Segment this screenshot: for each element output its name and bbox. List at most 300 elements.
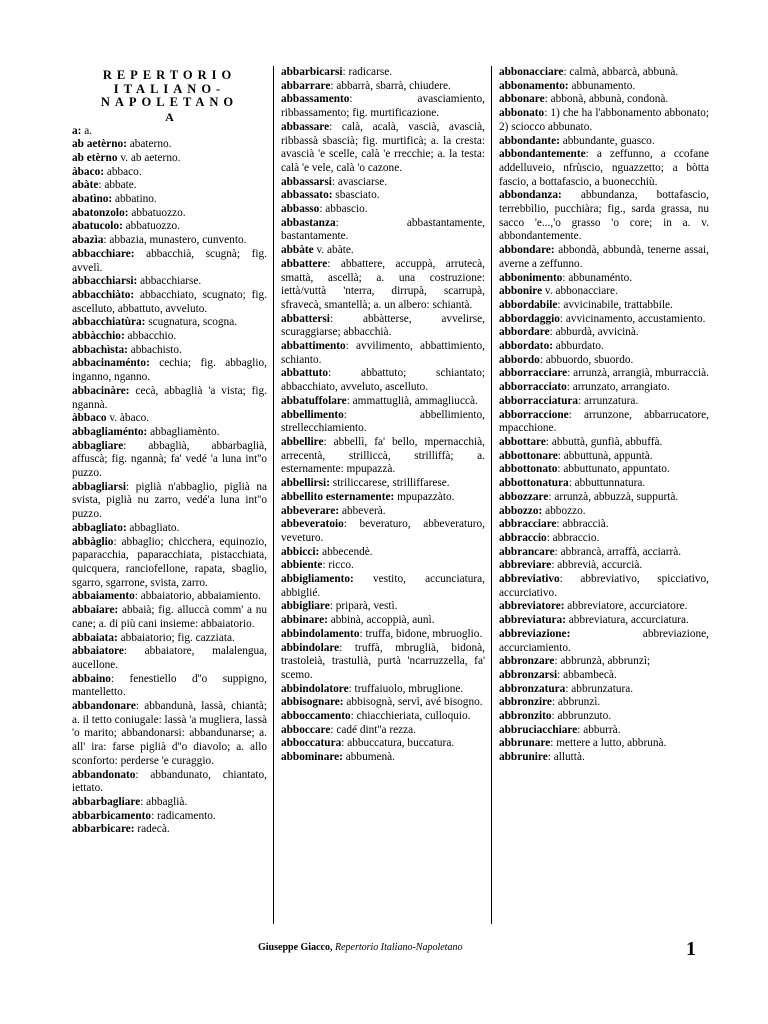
entry-headword: ab aetèrno: — [72, 138, 127, 151]
entry-definition: : abbuttà, gunfià, abbuffà. — [545, 435, 663, 448]
dictionary-entry — [281, 683, 485, 697]
entry-headword: abbacinaménto: — [72, 357, 150, 370]
entry-definition: : abburrà. — [577, 723, 621, 736]
dictionary-entry — [72, 275, 267, 289]
entry-definition: : ricco. — [322, 559, 354, 572]
entry-headword: abbigliamento: — [281, 573, 354, 586]
entry-definition: : avvicinamento, accustamiento. — [559, 312, 706, 325]
dictionary-entry — [72, 316, 267, 330]
entry-headword: abbacchiàto: — [72, 288, 135, 301]
entry-headword: abbottonare — [499, 449, 558, 462]
entry-headword: abbaiatore — [72, 645, 124, 658]
entry-definition: abbozzo. — [542, 504, 586, 517]
dictionary-entry — [281, 367, 485, 394]
dictionary-entry — [281, 189, 485, 203]
entry-headword: abbattersi — [281, 312, 330, 325]
title-line-2: ITALIANO- — [113, 81, 226, 96]
dictionary-entry — [72, 166, 267, 180]
entry-headword: abbonire — [499, 285, 543, 298]
entry-headword: abborracciare — [499, 367, 568, 380]
entry-definition: : truffaiuolo, mbruglione. — [348, 682, 464, 695]
dictionary-entry — [72, 590, 267, 604]
entry-definition: : abbaiatorio, abbaiamiento. — [134, 590, 261, 603]
entry-definition: : radicarse. — [342, 66, 393, 78]
dictionary-entry — [499, 80, 709, 94]
entry-headword: abbindolamento — [281, 627, 360, 640]
entry-headword: abbagliato: — [72, 521, 127, 534]
entry-headword: abbarbicarsi — [281, 66, 343, 78]
entry-headword: àbaco: — [72, 165, 105, 178]
dictionary-entry — [72, 481, 267, 522]
entry-definition: : a zeffunno, a ccofane addelluveio, nfrùscio, nguazzetto; a bòtta fascio, a bottafascio, a buonecchiù. — [499, 148, 709, 188]
dictionary-entry — [281, 600, 485, 614]
dictionary-entry — [499, 559, 709, 573]
footer-work: Repertorio Italiano-Napoletano — [334, 942, 463, 953]
dictionary-entry — [499, 107, 709, 134]
entry-headword: abboccamento — [281, 710, 351, 723]
dictionary-entry — [499, 669, 709, 683]
dictionary-entry — [72, 796, 267, 810]
dictionary-entry — [72, 823, 267, 837]
dictionary-entry — [499, 148, 709, 189]
entry-definition: : piglià n'abbaglio, piglià na svista, piglià nu zarro, vedé'a luna int''o puzzo. — [72, 480, 267, 521]
dictionary-entry — [499, 546, 709, 560]
entry-definition: abbatuozzo. — [128, 206, 186, 219]
dictionary-entry — [499, 573, 709, 600]
entry-headword: abbottonato — [499, 463, 558, 476]
entry-definition: abbreviazione, accurciamiento. — [499, 627, 709, 654]
dictionary-entry — [72, 604, 267, 631]
dictionary-entry — [281, 203, 485, 217]
entry-headword: abbarbagliare — [72, 795, 141, 808]
entry-headword: abbassato: — [281, 189, 333, 202]
entry-headword: abbonacciare — [499, 66, 564, 78]
dictionary-entry — [72, 673, 267, 700]
dictionary-entry — [72, 357, 267, 384]
dictionary-entry — [499, 93, 709, 107]
entries-list — [281, 66, 485, 765]
dictionary-entry — [72, 536, 267, 591]
entry-headword: abbominare: — [281, 751, 343, 764]
dictionary-entry — [72, 220, 267, 234]
entry-definition: : abbattuto; schiantato; abbacchiato, avveluto, ascelluto. — [281, 367, 485, 394]
entry-headword: abboccatura — [281, 737, 342, 750]
entry-headword: abbordaggio — [499, 312, 560, 325]
entry-definition: abbacchià, scugnà; fig. avvelì. — [72, 247, 267, 274]
entry-headword: abbicci: — [281, 545, 320, 558]
entry-definition: abbundanza, bottafascio, terrebbìlio, pucchiàra; fig., sarda grassa, nu sacco 'e...,'o grasso 'o core; in a. v. abbondantemente. — [499, 189, 709, 243]
entry-definition: : abbraccio. — [546, 531, 600, 544]
column-3 — [499, 66, 709, 765]
dictionary-entry — [281, 573, 485, 600]
dictionary-entry — [72, 125, 267, 139]
dictionary-entry — [499, 436, 709, 450]
entry-headword: abbronzito — [499, 710, 552, 723]
entry-definition: abbacchio. — [124, 330, 177, 343]
dictionary-entry — [281, 518, 485, 545]
entry-definition: sbasciato. — [332, 189, 380, 202]
entry-definition: : abbaglià, abbarbaglià, affuscà; fig. ngannà; fa' vedé 'a luna int''o puzzo. — [72, 439, 267, 480]
entry-headword: àbbaco — [72, 412, 107, 425]
dictionary-entry — [281, 546, 485, 560]
entry-headword: abbattere — [281, 257, 328, 270]
entry-definition: : abbuttunnatura. — [568, 477, 646, 490]
entry-headword: abbindolare — [281, 641, 340, 654]
column-1 — [72, 66, 274, 924]
page-footer — [0, 938, 768, 968]
entry-definition: abbundante, guasco. — [559, 134, 655, 147]
dictionary-entry — [72, 522, 267, 536]
entry-headword: abbottonatura — [499, 477, 569, 490]
dictionary-entry — [281, 340, 485, 367]
entry-headword: abbracciare — [499, 518, 557, 531]
dictionary-entry — [499, 450, 709, 464]
entry-definition: : abbaiatore, malalengua, aucellone. — [72, 645, 267, 671]
dictionary-entry — [72, 385, 267, 412]
dictionary-entry — [72, 440, 267, 481]
entry-definition: : arrunzato, arrangiato. — [566, 381, 670, 394]
dictionary-entry — [499, 326, 709, 340]
dictionary-entry — [499, 244, 709, 271]
dictionary-entry — [281, 244, 485, 258]
entry-definition: abaterno. — [126, 138, 172, 151]
dictionary-entry — [72, 645, 267, 672]
entry-headword: abbacchiatùra: — [72, 316, 146, 329]
dictionary-entry — [499, 135, 709, 149]
dictionary-entry — [281, 737, 485, 751]
dictionary-entry — [281, 491, 485, 505]
entry-definition: : priparà, vestì. — [329, 600, 398, 613]
page-number: 1 — [686, 938, 696, 960]
dictionary-entry — [281, 313, 485, 340]
entry-definition: abbreviatura, accurciatura. — [565, 614, 689, 627]
entry-headword: abbrunare — [499, 737, 551, 750]
entry-definition: abbagliamènto. — [147, 425, 220, 438]
entry-definition: : 1) che ha l'abbonamento abbonato; 2) sciocco abbunato. — [499, 107, 709, 133]
entry-definition: abbachisto. — [127, 343, 182, 356]
entry-definition: : abbattere, accuppà, arrutecà, smattà, ascellà; a. una costruzione: iettà/vuttà 'nterra, dirrupà, scarrupà, sfravecà, smantellà; a. un albero: schiantà. — [281, 257, 485, 311]
entry-headword: abbreviatura: — [499, 614, 566, 627]
entry-headword: abborraccione — [499, 408, 569, 421]
entry-headword: abbattimento — [281, 340, 346, 353]
dictionary-entry — [499, 395, 709, 409]
entry-headword: abbruciacchiare — [499, 723, 578, 736]
entry-headword: abbandonato — [72, 768, 136, 781]
entry-definition: abbondà, abbundà, tenerne assai, averne a zeffunno. — [499, 244, 709, 270]
entry-headword: abbacchiare: — [72, 247, 135, 260]
entry-headword: abbondare: — [499, 244, 555, 257]
entry-headword: abbagliaménto: — [72, 425, 148, 438]
dictionary-entry — [281, 217, 485, 244]
dictionary-entry — [72, 138, 267, 152]
entry-headword: abbandonare — [72, 700, 136, 713]
dictionary-entry — [72, 234, 267, 248]
dictionary-entry — [499, 381, 709, 395]
entry-headword: abboccare — [281, 723, 331, 736]
entry-definition: : chiacchieriata, culloquio. — [350, 710, 471, 723]
entry-definition: striliccarese, strilliffarese. — [329, 477, 450, 490]
entry-definition: abburdato. — [552, 340, 604, 353]
section-letter: A — [165, 109, 174, 124]
dictionary-entry — [499, 683, 709, 697]
entry-headword: abàte — [72, 179, 99, 192]
entries-list — [499, 66, 709, 765]
dictionary-entry — [281, 614, 485, 628]
dictionary-entry — [499, 340, 709, 354]
dictionary-entry — [281, 121, 485, 176]
entry-headword: abbarrare — [281, 79, 331, 92]
title-line-3: NAPOLETANO — [100, 95, 239, 109]
entry-definition: : abbuordo, sbuordo. — [539, 353, 634, 366]
entry-headword: abbordato: — [499, 340, 553, 353]
entry-headword: abbronzire — [499, 696, 552, 709]
dictionary-entry — [499, 354, 709, 368]
entry-definition: v. ab aeterno. — [117, 151, 181, 164]
dictionary-entry — [499, 505, 709, 519]
dictionary-entry — [281, 751, 485, 765]
entry-headword: abbachìsta: — [72, 343, 128, 356]
entry-definition: scugnatura, scogna. — [145, 316, 238, 329]
entry-definition: : abbarrà, sbarrà, chiudere. — [330, 79, 451, 92]
dictionary-entry — [499, 409, 709, 436]
entry-definition: abbecendè. — [319, 545, 373, 558]
dictionary-entry — [281, 559, 485, 573]
dictionary-entry — [72, 632, 267, 646]
dictionary-entry — [281, 710, 485, 724]
entry-headword: abbrunire — [499, 751, 548, 764]
entry-headword: abbeverare: — [281, 504, 340, 517]
dictionary-entry — [499, 285, 709, 299]
entry-definition: mpupazzàto. — [394, 490, 455, 503]
entry-definition: : radicamento. — [151, 809, 216, 822]
entry-headword: abbàglio — [72, 535, 114, 548]
entry-definition: cecà, abbaglià 'a vista; fig. ngannà. — [72, 384, 267, 411]
entries-list — [72, 125, 267, 838]
entry-headword: abazìa — [72, 234, 104, 247]
entry-definition: radecà. — [134, 823, 170, 836]
dictionary-entry — [281, 176, 485, 190]
entry-definition: : beveraturo, abbeveraturo, veveturo. — [281, 518, 485, 544]
entry-definition: abbaiatorio; fig. cazziata. — [117, 631, 235, 644]
footer-author: Giuseppe Giacco, — [258, 942, 333, 953]
entry-headword: abbonato — [499, 107, 545, 120]
entry-headword: abbonare — [499, 93, 545, 106]
dictionary-entry — [499, 710, 709, 724]
entry-definition: : abbrunzuto. — [551, 710, 612, 723]
dictionary-entry — [72, 179, 267, 193]
entry-headword: abbarbicare: — [72, 823, 135, 836]
entry-definition: abbeverà. — [339, 504, 386, 517]
entry-headword: abbisognare: — [281, 696, 344, 709]
entry-definition: : abbate. — [98, 179, 137, 192]
dictionary-entry — [281, 395, 485, 409]
entry-headword: abbonimento — [499, 271, 563, 284]
dictionary-entry — [499, 614, 709, 628]
dictionary-entry — [499, 189, 709, 244]
entry-definition: : abbascio. — [319, 203, 368, 216]
entry-headword: abbellirsi: — [281, 477, 330, 490]
dictionary-entry — [281, 436, 485, 477]
dictionary-entry — [72, 426, 267, 440]
entry-definition: : avvicinabile, trattabbile. — [557, 298, 673, 311]
entry-headword: abbàcchio: — [72, 330, 125, 343]
entry-definition: : abbambecà. — [557, 668, 617, 681]
entry-definition: abbatino. — [112, 193, 157, 206]
entry-headword: abbronzarsi — [499, 668, 558, 681]
dictionary-entry — [281, 724, 485, 738]
entry-headword: abbozzo: — [499, 504, 543, 517]
dictionary-entry — [499, 696, 709, 710]
entry-headword: abbagliarsi — [72, 480, 126, 493]
entry-headword: abatucolo: — [72, 220, 123, 233]
dictionary-entry — [281, 258, 485, 313]
entry-definition: : abbastantamente, bastantamente. — [281, 216, 485, 243]
entry-headword: abbreviatore: — [499, 600, 565, 613]
entry-headword: abbonamento: — [499, 79, 569, 92]
entry-headword: abbastanza — [281, 216, 336, 229]
dictionary-entry — [499, 655, 709, 669]
dictionary-entry — [499, 367, 709, 381]
entry-definition: : mettere a lutto, abbrunà. — [550, 737, 667, 750]
entry-headword: abatìno: — [72, 193, 113, 206]
entry-definition: : abbellimiento, strellecchiamiento. — [281, 408, 485, 435]
entry-headword: a: — [72, 124, 82, 137]
dictionary-entry — [281, 409, 485, 436]
entry-definition: : abbrunzì. — [551, 696, 601, 709]
dictionary-entry — [72, 193, 267, 207]
dictionary-entry — [499, 477, 709, 491]
entry-headword: abbagliare — [72, 439, 124, 452]
entry-definition: abbaco. — [104, 165, 142, 178]
entry-definition: : abbuccatura, buccatura. — [341, 737, 455, 750]
entry-definition: abbisognà, servì, avé bisogno. — [343, 696, 483, 709]
entry-headword: abbondanza: — [499, 189, 562, 202]
dictionary-entry — [72, 700, 267, 769]
entry-headword: abbreviativo — [499, 573, 560, 586]
dictionary-entry — [72, 344, 267, 358]
entry-definition: : calmà, abbarcà, abbunà. — [563, 66, 679, 78]
dictionary-entry — [72, 248, 267, 275]
dictionary-entry — [281, 642, 485, 683]
entry-definition: : abbuttunà, appuntà. — [557, 449, 653, 462]
entry-definition: : avasciamiento, ribbassamento; fig. murtificazione. — [281, 93, 485, 120]
entry-definition: : truffa, bidone, mbruoglio. — [359, 627, 483, 640]
entry-definition: : avvilimento, abbattimiento, schianto. — [281, 340, 485, 366]
entry-headword: abbacchiarsi: — [72, 275, 138, 288]
entry-definition: : truffà, mbruglià, bidonà, trastoleià, trastulià, purtà 'ncarruzzella, fa' scemo. — [281, 641, 485, 681]
entry-definition: a. — [81, 124, 93, 137]
dictionary-entry — [281, 696, 485, 710]
dictionary-entry — [499, 313, 709, 327]
entry-definition: vestito, accunciatura, abbiglié. — [281, 573, 485, 599]
entry-definition: : abbreviativo, spicciativo, accurciativo. — [499, 573, 709, 599]
entry-definition: abbacchiato, scugnato; fig. ascelluto, abbattuto, avveluto. — [72, 288, 267, 315]
dictionary-entry — [281, 93, 485, 120]
entry-headword: abborracciato — [499, 381, 567, 394]
entry-definition: : abbandunato, chiantato, iettato. — [72, 768, 267, 795]
entry-definition: : alluttà. — [547, 751, 585, 764]
entry-headword: abbreviare — [499, 559, 552, 572]
dictionary-entry — [499, 751, 709, 765]
entry-definition: : abbrevià, accurcià. — [551, 559, 643, 572]
entry-headword: abbrancare — [499, 545, 555, 558]
entry-headword: abbassare — [281, 120, 330, 133]
dictionary-entry — [499, 600, 709, 614]
entry-definition: : abbraccià. — [556, 518, 609, 531]
entry-headword: abbasso — [281, 203, 320, 216]
entry-definition: : abbrancà, arraffà, acciarrà. — [554, 545, 682, 558]
entry-headword: ab etèrno — [72, 151, 118, 164]
entry-headword: abbàte — [281, 244, 314, 257]
entry-headword: abbinare: — [281, 614, 328, 627]
dictionary-entry — [499, 532, 709, 546]
entry-definition: abbaià; fig. alluccà comm' a nu cane; a. di più cani insieme: abbaiatorio. — [72, 604, 267, 630]
entry-headword: abbronzatura — [499, 682, 566, 695]
dictionary-entry — [281, 477, 485, 491]
dictionary-entry — [499, 299, 709, 313]
entry-definition: abbumenà. — [342, 751, 396, 764]
entry-headword: abbordare — [499, 326, 550, 339]
dictionary-entry — [281, 628, 485, 642]
dictionary-entry — [72, 289, 267, 316]
dictionary-entry — [72, 207, 267, 221]
entry-headword: abbondante: — [499, 134, 560, 147]
entry-headword: abbozzare — [499, 490, 549, 503]
entry-headword: abbellire — [281, 435, 324, 448]
page-title — [72, 69, 267, 110]
entry-definition: : abbunaménto. — [562, 271, 633, 284]
entry-definition: : abbaglio; chicchera, equinozio, paparacchia, paparacchiata, pistacchiata, quicquera, ranciofellone, rapata, sbaglio, sgarro, sgarrone, svista, zarro. — [72, 535, 267, 589]
entry-definition: v. abbonacciare. — [542, 285, 618, 298]
dictionary-entry — [72, 769, 267, 796]
entry-headword: abbattuto — [281, 367, 329, 380]
dictionary-page — [72, 66, 710, 926]
entry-definition: : abbrunzatura. — [565, 682, 634, 695]
entry-definition: : arrunzatura. — [578, 394, 639, 407]
entry-definition: : abbuttunato, appuntato. — [557, 463, 670, 476]
entry-headword: abbigliare — [281, 600, 330, 613]
entry-definition: abbinà, accoppià, aunì. — [327, 614, 435, 627]
entry-definition: : abbàtterse, avvelirse, scuraggiarse; abbacchià. — [281, 312, 485, 339]
entry-headword: abbaiata: — [72, 631, 118, 644]
entry-headword: abbraccio — [499, 531, 547, 544]
entry-definition: abbreviatore, accurciatore. — [564, 600, 688, 613]
dictionary-entry — [499, 463, 709, 477]
entry-definition: : cadé dint''a rezza. — [330, 723, 416, 736]
dictionary-entry — [499, 518, 709, 532]
entry-definition: : abbazia, munastero, cunvento. — [103, 234, 247, 247]
entry-definition: : abburdà, avvicinà. — [549, 326, 639, 339]
dictionary-entry — [281, 66, 485, 80]
entry-headword: abbacinàre: — [72, 384, 130, 397]
footer-citation — [258, 942, 462, 953]
column-2 — [281, 66, 492, 924]
entry-headword: abbindolatore — [281, 682, 349, 695]
entry-definition: v. abàte. — [313, 244, 354, 257]
dictionary-entry — [499, 272, 709, 286]
entry-headword: abbassamento — [281, 93, 350, 106]
entry-definition: : abbrunzà, abbrunzì; — [554, 655, 651, 668]
entry-definition: abbatuozzo. — [122, 220, 180, 233]
entry-definition: abbunamento. — [568, 79, 636, 92]
entry-definition: cechia; fig. abbaglio, inganno, nganno. — [72, 357, 267, 384]
entry-definition: : abbonà, abbunà, condonà. — [544, 93, 669, 106]
dictionary-entry — [281, 505, 485, 519]
entry-headword: abbottare — [499, 435, 546, 448]
entry-definition: : fenestiello d''o suppigno, mantelletto. — [72, 672, 267, 699]
entry-headword: abbordo — [499, 353, 540, 366]
title-line-1: REPERTORIO — [102, 68, 237, 82]
